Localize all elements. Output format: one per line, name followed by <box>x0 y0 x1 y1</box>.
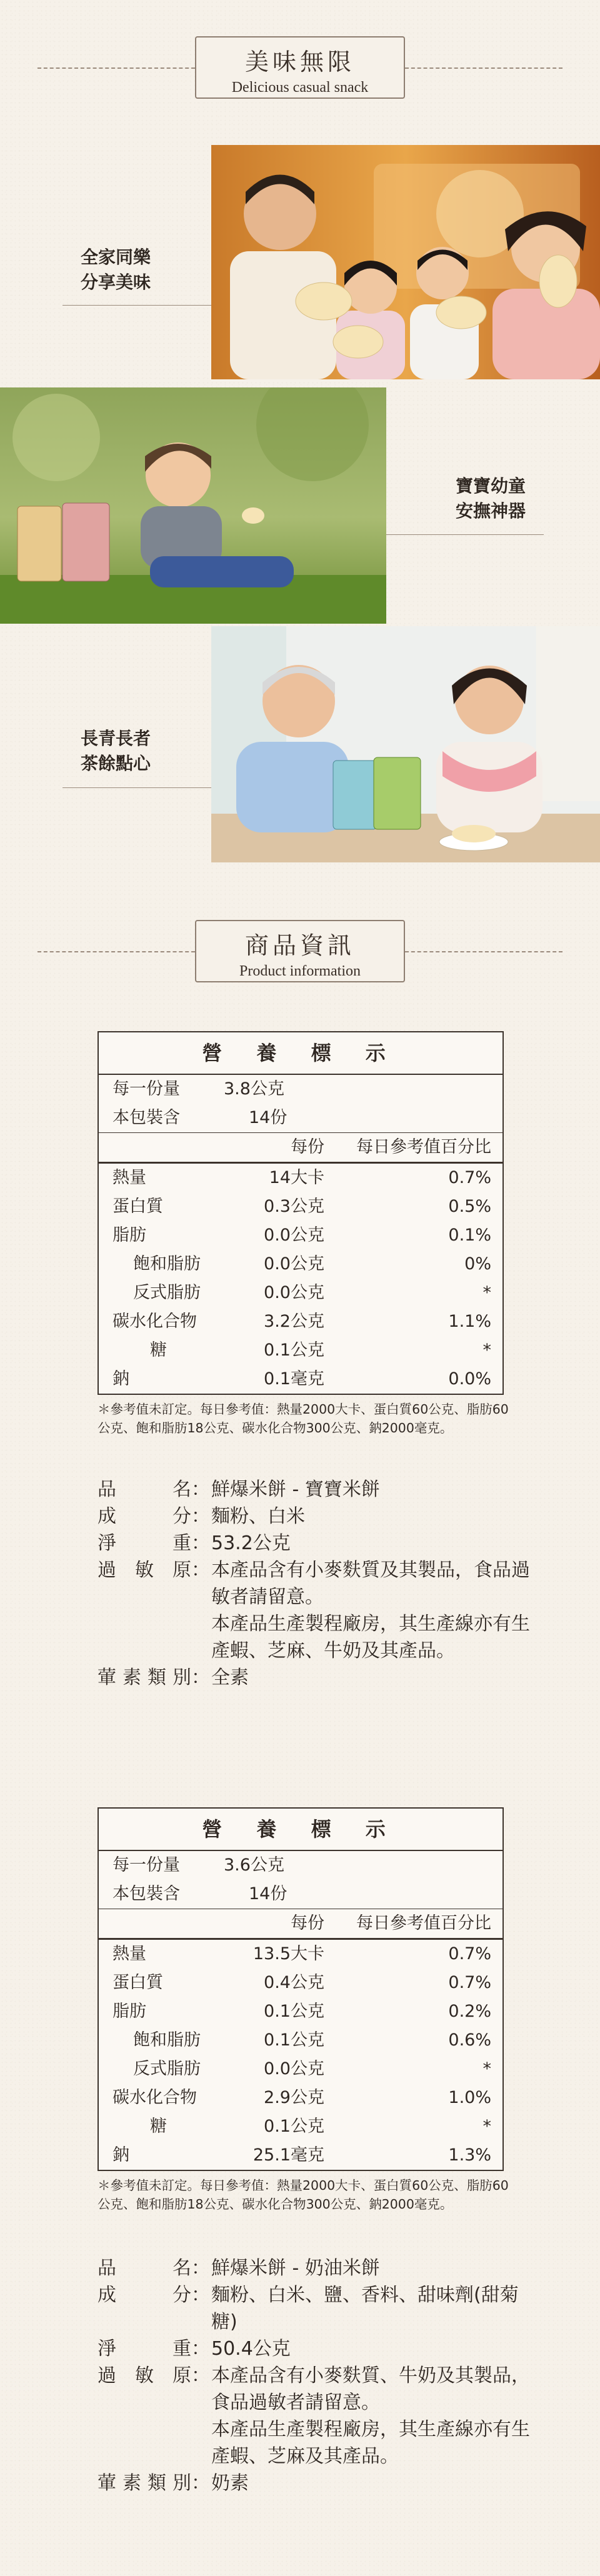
serving-label: 每一份量 <box>112 1855 180 1875</box>
nutrient-pct: * <box>482 2059 491 2079</box>
nutrient-pct: 0.7% <box>448 1944 491 1964</box>
section-title-zh: 美味無限 <box>244 48 355 76</box>
spec-label: 過敏原 <box>98 2365 191 2387</box>
spec-label: 淨重 <box>98 2338 191 2360</box>
nutrient-pct: 0.6% <box>448 2030 491 2050</box>
spec-colon: ： <box>191 2472 210 2494</box>
spec-label: 成分 <box>98 2284 191 2306</box>
nutrient-value: 2.9公克 <box>264 2088 324 2107</box>
nutrient-pct: 1.3% <box>448 2145 491 2165</box>
dashed-divider-left <box>38 951 195 952</box>
nutrient-name: 蛋白質 <box>112 1973 163 1992</box>
nutrient-name: 反式脂肪 <box>133 2059 201 2079</box>
nutrient-row <box>99 2141 502 2170</box>
nutrient-row <box>99 1997 502 2026</box>
elders-photo <box>211 626 600 862</box>
serving-value: 3.8公克 <box>224 1079 284 1099</box>
spec-row-diet <box>98 1664 535 1691</box>
nutrient-row <box>99 1938 502 1969</box>
nutrient-row <box>99 1162 502 1192</box>
nutrient-name: 碳水化合物 <box>112 1312 197 1331</box>
family-photo-illustration <box>211 145 600 379</box>
nutrient-row <box>99 1307 502 1336</box>
nutrient-row <box>99 1279 502 1307</box>
nutrient-pct: 0.2% <box>448 2002 491 2021</box>
column-header-row <box>99 1132 502 1162</box>
nutrient-name: 碳水化合物 <box>112 2088 197 2107</box>
nutrient-name: 糖 <box>150 1340 167 1360</box>
pack-row <box>99 1880 502 1909</box>
pack-value: 14份 <box>249 1108 288 1127</box>
nutrient-value: 25.1毫克 <box>252 2145 324 2165</box>
dashed-divider-left <box>38 67 195 69</box>
serving-row <box>99 1075 502 1104</box>
col-daily-pct: 每日參考值百分比 <box>356 1914 491 1933</box>
caption-toddler-line2: 安撫神器 <box>455 501 526 521</box>
col-per-serving: 每份 <box>291 1137 324 1157</box>
spec-row-ingredients <box>98 1503 535 1530</box>
spec-value: 奶素 <box>211 2472 249 2494</box>
spec-label: 品名 <box>98 2257 191 2279</box>
caption-toddler-line1: 寶寶幼童 <box>455 476 526 496</box>
nutrient-row <box>99 2026 502 2055</box>
caption-family-line2: 分享美味 <box>80 272 151 292</box>
nutrient-pct: 0.7% <box>448 1168 491 1187</box>
spec-value: 53.2公克 <box>211 1532 291 1554</box>
nutrient-value: 0.1公克 <box>264 2117 324 2136</box>
elders-photo-illustration <box>211 626 600 862</box>
nutrient-value: 0.1公克 <box>264 2030 324 2050</box>
caption-elders-line2: 茶餘點心 <box>80 753 151 774</box>
spec-colon: ： <box>191 2257 210 2279</box>
spec-row-name <box>98 1476 535 1503</box>
spec-row-allergen <box>98 2362 535 2470</box>
nutrient-name: 飽和脂肪 <box>133 1254 201 1274</box>
spec-label: 葷素類別 <box>98 2472 191 2494</box>
section-title-zh: 商品資訊 <box>244 932 355 959</box>
nutrient-row <box>99 2112 502 2141</box>
nutrient-name: 脂肪 <box>112 1226 146 1245</box>
spec-value: 本產品含有小麥麩質及其製品，食品過敏者請留意。 <box>211 1559 530 1608</box>
caption-family-line1: 全家同樂 <box>80 247 151 267</box>
nutrition-title: 營 養 標 示 <box>99 1809 502 1851</box>
nutrient-pct: 0.5% <box>448 1197 491 1216</box>
section-header-delicious <box>0 36 600 105</box>
nutrient-value: 0.1毫克 <box>264 1369 324 1389</box>
section-title-box <box>195 36 405 99</box>
nutrition-table-baby <box>98 1031 504 1395</box>
col-per-serving: 每份 <box>291 1914 324 1933</box>
nutrient-name: 蛋白質 <box>112 1197 163 1216</box>
nutrient-row <box>99 1336 502 1365</box>
nutrient-name: 脂肪 <box>112 2002 146 2021</box>
nutrient-pct: 0% <box>464 1254 491 1274</box>
spec-value: 麵粉、白米、鹽、香料、甜味劑(甜菊糖) <box>211 2284 519 2333</box>
nutrient-row <box>99 2055 502 2084</box>
spec-colon: ： <box>191 2338 210 2360</box>
nutrient-name: 反式脂肪 <box>133 1283 201 1302</box>
spec-row-allergen <box>98 1557 535 1664</box>
nutrition-footnote: ＊參考值未訂定。每日參考值：熱量2000大卡、蛋白質60公克、脂肪60公克、飽和脂肪18公克、碳水化合物300公克、鈉2000毫克。 <box>98 2178 509 2212</box>
section-title-box <box>195 920 405 982</box>
nutrition-table-butter <box>98 1807 504 2171</box>
nutrient-value: 14大卡 <box>269 1168 324 1187</box>
caption-family-underline <box>62 305 211 306</box>
caption-elders-underline <box>62 787 211 788</box>
nutrient-value: 0.1公克 <box>264 1340 324 1360</box>
spec-colon: ： <box>191 1667 210 1689</box>
nutrient-value: 0.3公克 <box>264 1197 324 1216</box>
col-daily-pct: 每日參考值百分比 <box>356 1137 491 1157</box>
pack-label: 本包裝含 <box>112 1884 180 1904</box>
spec-value: 麵粉、白米 <box>211 1505 305 1527</box>
nutrient-value: 0.0公克 <box>264 1226 324 1245</box>
caption-toddler-underline <box>386 534 544 535</box>
product-spec-baby <box>98 1476 535 1691</box>
nutrient-name: 熱量 <box>112 1168 146 1187</box>
spec-colon: ： <box>191 1559 210 1581</box>
nutrient-name: 飽和脂肪 <box>133 2030 201 2050</box>
serving-row <box>99 1851 502 1880</box>
nutrient-pct: 0.1% <box>448 1226 491 1245</box>
nutrient-pct: * <box>482 1283 491 1302</box>
nutrient-pct: 1.0% <box>448 2088 491 2107</box>
spec-label: 過敏原 <box>98 1559 191 1581</box>
nutrition-title: 營 養 標 示 <box>99 1032 502 1075</box>
dashed-divider-right <box>405 951 562 952</box>
nutrient-value: 0.0公克 <box>264 2059 324 2079</box>
nutrient-name: 熱量 <box>112 1944 146 1964</box>
spec-row-weight <box>98 2335 535 2362</box>
serving-label: 每一份量 <box>112 1079 180 1099</box>
pack-value: 14份 <box>249 1884 288 1904</box>
section-title-en: Product information <box>239 963 361 979</box>
spec-colon: ： <box>191 1532 210 1554</box>
caption-elders-line1: 長青長者 <box>80 728 151 749</box>
nutrient-name: 鈉 <box>112 2145 129 2165</box>
serving-value: 3.6公克 <box>224 1855 284 1875</box>
spec-row-name <box>98 2255 535 2282</box>
nutrient-name: 糖 <box>150 2117 167 2136</box>
spec-value: 本產品生產製程廠房，其生產線亦有生產蝦、芝麻及其產品。 <box>211 2419 530 2467</box>
spec-colon: ： <box>191 1479 210 1500</box>
nutrient-value: 3.2公克 <box>264 1312 324 1331</box>
nutrient-value: 0.4公克 <box>264 1973 324 1992</box>
toddler-photo <box>0 387 386 624</box>
nutrient-pct: 0.0% <box>448 1369 491 1389</box>
section-title-en: Delicious casual snack <box>231 79 369 96</box>
product-spec-butter <box>98 2255 535 2497</box>
nutrient-row <box>99 1192 502 1221</box>
family-photo <box>211 145 600 379</box>
nutrient-name: 鈉 <box>112 1369 129 1389</box>
spec-colon: ： <box>191 2365 210 2387</box>
caption-toddler <box>438 474 544 524</box>
spec-value: 50.4公克 <box>211 2338 291 2360</box>
caption-family <box>62 245 169 295</box>
spec-label: 淨重 <box>98 1532 191 1554</box>
nutrient-pct: * <box>482 2117 491 2136</box>
spec-label: 品名 <box>98 1479 191 1500</box>
spec-value: 鮮爆米餅 - 寶寶米餅 <box>211 1479 380 1500</box>
section-header-product-info <box>0 920 600 989</box>
toddler-photo-illustration <box>0 387 386 624</box>
spec-label: 成分 <box>98 1505 191 1527</box>
nutrient-value: 0.1公克 <box>264 2002 324 2021</box>
spec-row-weight <box>98 1530 535 1557</box>
spec-value: 鮮爆米餅 - 奶油米餅 <box>211 2257 380 2279</box>
spec-colon: ： <box>191 1505 210 1527</box>
spec-label: 葷素類別 <box>98 1667 191 1689</box>
spec-value: 本產品含有小麥麩質、牛奶及其製品，食品過敏者請留意。 <box>211 2365 530 2414</box>
nutrient-row <box>99 1365 502 1394</box>
spec-row-diet <box>98 2470 535 2497</box>
nutrient-value: 13.5大卡 <box>252 1944 324 1964</box>
nutrient-value: 0.0公克 <box>264 1254 324 1274</box>
nutrient-row <box>99 1221 502 1250</box>
pack-label: 本包裝含 <box>112 1108 180 1127</box>
column-header-row <box>99 1909 502 1938</box>
nutrient-row <box>99 1250 502 1279</box>
spec-value: 全素 <box>211 1667 249 1689</box>
spec-row-ingredients <box>98 2282 535 2335</box>
spec-value: 本產品生產製程廠房，其生產線亦有生產蝦、芝麻、牛奶及其產品。 <box>211 1613 530 1662</box>
pack-row <box>99 1104 502 1132</box>
nutrient-pct: 1.1% <box>448 1312 491 1331</box>
nutrient-pct: * <box>482 1340 491 1360</box>
nutrition-footnote: ＊參考值未訂定。每日參考值：熱量2000大卡、蛋白質60公克、脂肪60公克、飽和脂肪18公克、碳水化合物300公克、鈉2000毫克。 <box>98 1402 509 1435</box>
nutrient-row <box>99 1969 502 1997</box>
caption-elders <box>62 726 169 776</box>
spec-colon: ： <box>191 2284 210 2306</box>
nutrient-value: 0.0公克 <box>264 1283 324 1302</box>
dashed-divider-right <box>405 67 562 69</box>
nutrient-pct: 0.7% <box>448 1973 491 1992</box>
nutrient-row <box>99 2084 502 2112</box>
